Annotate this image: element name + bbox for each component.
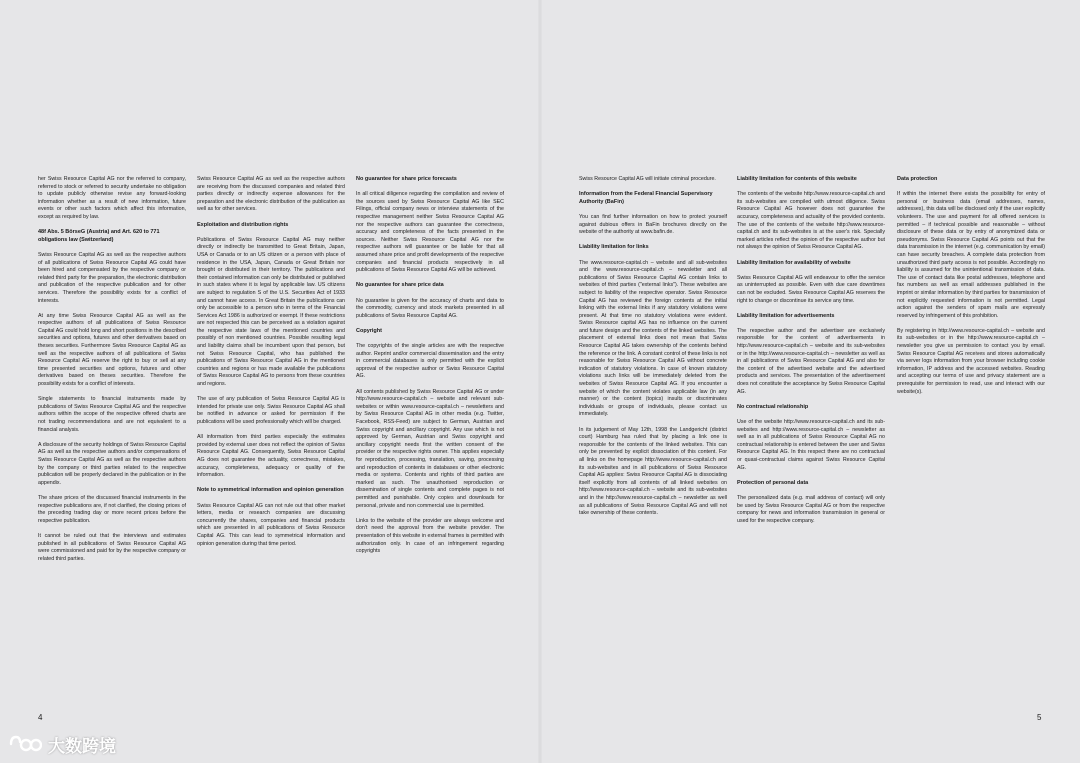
body-paragraph: In its judgement of May 12th, 1998 the Landgericht (district court) Hamburg has ruled that by placing a link one is responsible for the contents of the linked websites. This can only be prevented by explicit dissociation of this content. For all links on the homepage http://www.resource-capital.ch and its sub-websites and in all publications of Swiss Resource Capital AG applies: Swiss Resource Capital AG is dissociating itself explicitly from all contents of all linked websites on http://www.resource-capital.ch – website and its sub-websites and in the http://www.resource-capital.ch – newsletter as well as all publications of Swiss Resource Capital AG and will not take ownership of these contents.	[579, 426, 727, 517]
body-paragraph: In all critical diligence regarding the compilation and review of the sources used by Swiss Resource Capital AG like SEC Filings, official company news or interview statements of the respective management neither Swiss Resource Capital AG nor the respective authors can guarantee the correctness, accuracy and completeness of the facts presented in the sources. Neither Swiss Resource Capital AG nor the respective authors will guarantee or be liable for that all assumed share price and profit developments of the respective companies and financial products respectively in all publications of Swiss Resource Capital AG will be achieved.	[356, 191, 504, 274]
body-paragraph: No guarantee is given for the accuracy of charts and data to the commodity, currency and stock markets presented in all publications of Swiss Resource Capital AG.	[356, 297, 504, 319]
section-heading: Liability limitation for advertisements	[737, 312, 835, 319]
body-paragraph: The www.resource-capital.ch – website and all sub-websites and the www.resource-capital.ch – newsletter and all publications of Swiss Resource Capital AG contain links to websites of third parties ("external links"). These websites are subject to liability of the respective operator. Swiss Resource Capital AG has reviewed the foreign contents at the initial linking with the external links if any statutory violations were present. At that time no statutory violations were evident. Swiss Resource capital AG has no influence on the current and future design and the contents of the linked websites. The placement of external links does not mean that Swiss Resource Capital AG takes ownership of the contents behind the reference or the link. A constant control of these links is not reasonable for Swiss Resource Capital AG without concrete indication of statutory violations. In case of known statutory violations such links will be immediately deleted from the websites of Swiss Resource Capital AG. If you encounter a website of which the content violates applicable law (in any manner) or the content (topics) insults or discriminates individuals or groups of individuals, please contact us immediately.	[579, 259, 727, 418]
left-column-2	[197, 176, 345, 556]
right-column-1	[579, 176, 727, 525]
section-heading: Data protection	[897, 176, 938, 182]
body-paragraph: The respective author and the advertiser are exclusively responsible for the content of advertisements in http://www.resource-capital.ch – website and its sub-websites or in the http://www.resource-capital.ch – newsletter as well as in all publications of Swiss Resource Capital AG and also for the content of the advertised website and the advertised products and services. The presentation of the advertisement does not constitute the acceptance by Swiss Resource Capital AG.	[737, 327, 885, 395]
watermark-text: 大数跨境	[48, 736, 116, 756]
left-column-3	[356, 176, 504, 563]
page-number-left: 4	[38, 713, 43, 722]
section-heading: Information from the Federal Financial Supervisory Authority (BaFin)	[579, 191, 713, 205]
right-page	[540, 0, 1080, 763]
oo-logo-icon	[8, 734, 42, 754]
left-column-1	[38, 176, 186, 571]
body-paragraph: Use of the website http://www.resource-capital.ch and its sub-websites and http://www.resource-capital.ch – newsletter as well as in all publications of Swiss Resource Capital AG no contractual relationship is entered between the user and Swiss Resource Capital AG. In this respect there are no contractual or quasi-contractual claims against Swiss Resource Capital AG.	[737, 419, 885, 471]
section-heading: No guarantee for share price data	[356, 282, 444, 289]
section-heading: Note to symmetrical information and opinion generation	[197, 487, 344, 494]
right-column-3	[897, 176, 1045, 404]
section-heading: Liability limitation for links	[579, 244, 649, 251]
body-paragraph: Links to the website of the provider are always welcome and don't need the approval from the website provider. The presentation of this website in external frames is permitted with authorization only. In case of an infringement regarding copyrights	[356, 517, 504, 555]
body-paragraph: All contents published by Swiss Resource Capital AG or under http://www.resource-capital.ch – website and relevant sub-websites or within www.resource-capital.ch – newsletters and by Swiss Resource Capital AG in other media (e.g. Twitter, Facebook, RSS-Feed) are subject to German, Austrian and Swiss copyright and ancillary copyright. Any use which is not approved by German, Austrian and Swiss copyright and ancillary copyright needs first the written consent of the provider or the respective rights owner. This applies especially for reproduction, processing, translation, saving, processing and reproduction of contents in databases or other electronic media or systems. Contents and rights of third parties are marked as such. The unauthorised reproduction or dissemination of single contents and complete pages is not permitted and punishable. Only copies and downloads for personal, private and non commercial use is permitted.	[356, 388, 504, 509]
watermark	[8, 733, 116, 755]
body-paragraph: The contents of the website http://www.resource-capital.ch and its sub-websites are compiled with utmost diligence. Swiss Resource Capital AG however does not guarantee the accuracy, completeness and actuality of the provided contents. The use of the contents of the website http://www.resource-capital.ch and its sub-websites is at the user's risk. Specially marked articles reflect the opinion of the respective author but not always the opinion of Swiss Resource Capital AG.	[737, 191, 885, 251]
body-paragraph: Swiss Resource Capital AG will initiate criminal procedure.	[579, 176, 716, 182]
section-heading: Copyright	[356, 327, 382, 334]
right-column-2	[737, 176, 885, 533]
body-paragraph: You can find further information on how to protect yourself against dubious offers in BaFin brochures directly on the website of the authority at www.bafin.de.	[579, 213, 727, 236]
body-paragraph: The use of any publication of Swiss Resource Capital AG is intended for private use only. Swiss Resource Capital AG shall be notified in advance or asked for permission if the publications will be used professionally which will be charged.	[197, 396, 345, 425]
body-paragraph: By registering in http://www.resource-capital.ch – website and its sub-websites or in the http://www.resource-capital.ch – newsletter you give us permission to contact you by email. Swiss Resource Capital AG receives and stores automatically via server logs information from your browser including cookie information, IP address and the accessed websites. Reading and accepting our terms of use and privacy statement are a prerequisite for permission to read, use and interact with our website(s).	[897, 327, 1045, 395]
page-number-right: 5	[1037, 713, 1042, 722]
body-paragraph: Single statements to financial instruments made by publications of Swiss Resource Capital AG and the respective authors within the scope of the respective offered charts are not trading recommendations and are not equivalent to a financial analysis.	[38, 396, 186, 433]
body-paragraph: If within the internet there exists the possibility for entry of personal or business data (email addresses, names, addresses), this data will be disclosed only if the user explicitly volunteers. The use and payment for all offered services is permitted – if technical possible and reasonable – without disclosure of these data or by entry of anonymized data or pseudonyms. Swiss Resource Capital AG points out that the data transmission in the internet (e.g. communication by email) can have security breaches. A complete data protection from unauthorized third party access is not possible. Accordingly no liability is assumed for the unintentional transmission of data. The use of contact data like postal addresses, telephone and fax numbers as well as email addresses published in the imprint or similar information by third parties for transmission of not explicitly requested information is not permitted. Legal action against the senders of spam mails are expressly reserved by infringement of this prohibition.	[897, 191, 1045, 319]
section-heading: 48f Abs. 5 BörseG (Austria) and Art. 620 to 771 obligations law (Switzerland)	[38, 229, 160, 243]
body-paragraph: Swiss Resource Capital AG will endeavour to offer the service as uninterrupted as possible. Even with due care downtimes can not be excluded. Swiss Resource Capital AG reserves the right to change or discontinue its service any time.	[737, 274, 885, 304]
body-paragraph: Swiss Resource Capital AG can not rule out that other market letters, media or research companies are discussing concurrently the shares, companies and financial products which are presented in all publications of Swiss Resource Capital AG. This can lead to symmetrical information and opinion generation during that time period.	[197, 502, 345, 547]
body-paragraph: All information from third parties especially the estimates provided by external user does not reflect the opinion of Swiss Resource Capital AG. Consequently, Swiss Resource Capital AG does not guarantee the actuality, correctness, mistakes, accuracy, completeness, adequacy or quality of the information.	[197, 434, 345, 479]
body-paragraph: The copyrights of the single articles are with the respective author. Reprint and/or commercial dissemination and the entry in commercial databases is only permitted with the explicit approval of the respective author or Swiss Resource Capital AG.	[356, 343, 504, 380]
body-paragraph: A disclosure of the security holdings of Swiss Resource Capital AG as well as the respective authors and/or compensations of Swiss Resource Capital AG as well as the respective authors by the company or third parties related to the respective publication will be properly declared in the publication or in the appendix.	[38, 441, 186, 486]
section-heading: Liability limitation for contents of this website	[737, 176, 857, 182]
section-heading: No guarantee for share price forecasts	[356, 176, 457, 182]
body-paragraph: At any time Swiss Resource Capital AG as well as the respective authors of all publications of Swiss Resource Capital AG could hold long and short positions in the described securities and options, futures and other derivatives based on theses securities. Furthermore Swiss Resource Capital AG as well as the respective authors of all publications of Swiss Resource Capital AG reserve the right to buy or sell at any time presented securities and options, futures and other derivatives based on theses securities. Therefore the possibility exists for a conflict of interests.	[38, 312, 186, 388]
section-heading: No contractual relationship	[737, 403, 809, 410]
section-heading: Protection of personal data	[737, 479, 809, 486]
body-paragraph: It cannot be ruled out that the interviews and estimates published in all publications of Swiss Resource Capital AG were commissioned and paid for by the respective company or related third parties.	[38, 532, 186, 562]
body-paragraph: her Swiss Resource Capital AG nor the referred to company, referred to stock or referred to security undertake no obligation to update publicly otherwise revise any forward-looking information whether as a result of new information, future events or other such factors which affect this information, except as required by law.	[38, 176, 186, 220]
body-paragraph: Publications of Swiss Resource Capital AG may neither directly or indirectly be transmitted to Great Britain, Japan, USA or Canada or to an US citizen or a person with place of residence in the USA, Japan, Canada or Great Britain nor brought or distributed in their territory. The publications and their contained information can only be distributed or published in such states where it is legal by applicable law. US citizens are subject to regulation S of the U.S. Securities Act of 1933 and cannot have access. In Great Britain the publications can only be accessible to a person who in terms of the Financial Services Act 1986 is authorized or exempt. If these restrictions are not respected this can be perceived as a violation against the respective state laws of the mentioned countries and possibly of non mentioned countries. Possible resulting legal and liability claims shall be incumbent upon that person, but not Swiss Resource Capital, who has published the publications of Swiss Resource Capital AG in the mentioned countries and regions or has made available the publications of Swiss Resource Capital AG to persons from these countries and regions.	[197, 236, 345, 388]
body-paragraph: The personalized data (e.g. mail address of contact) will only be used by Swiss Resource Capital AG or from the respective company for news and information transmission in general or used for the respective company.	[737, 494, 885, 524]
section-heading: Liability limitation for availability of website	[737, 259, 851, 266]
body-paragraph: The share prices of the discussed financial instruments in the respective publications are, if not clarified, the closing prices of the preceding trading day or more recent prices before the respective publication.	[38, 494, 186, 524]
section-heading: Exploitation and distribution rights	[197, 221, 289, 228]
body-paragraph: Swiss Resource Capital AG as well as the respective authors of all publications of Swiss Resource Capital AG could have been hired and compensated by the respective company or related third party for the preparation, the electronic distribution and publication of the respective publication and for other services. Therefore the possibility exists for a conflict of interests.	[38, 251, 186, 304]
body-paragraph: Swiss Resource Capital AG as well as the respective authors are receiving from the discussed companies and related third parties directly or indirectly expense allowances for the preparation and the electronic distribution of the publication as well as for other services.	[197, 176, 345, 213]
